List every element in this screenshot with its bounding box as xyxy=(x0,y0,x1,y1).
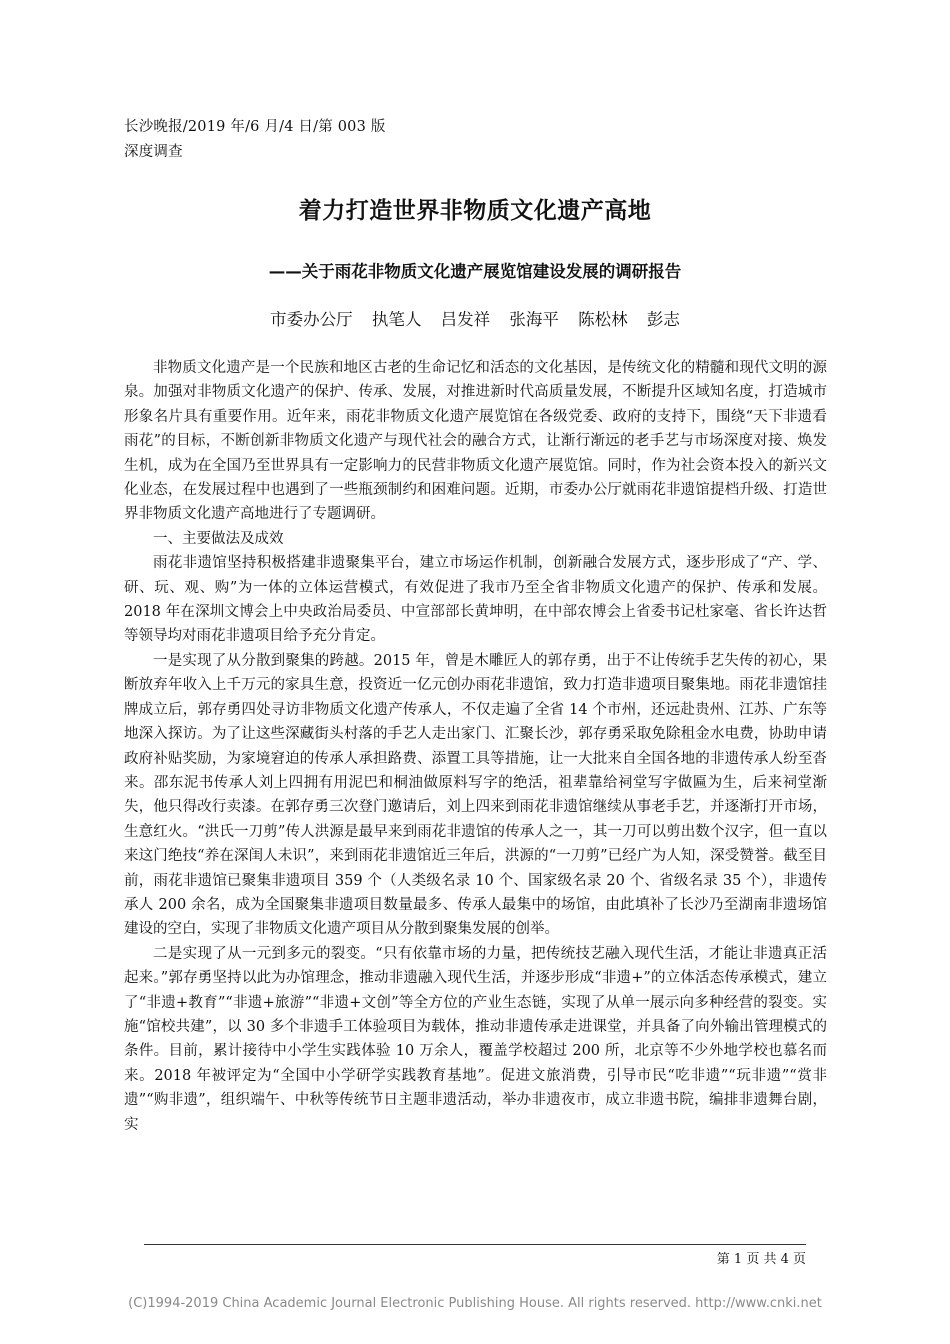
paragraph: 一是实现了从分散到聚集的跨越。2015 年，曾是木雕匠人的郭存勇，出于不让传统手艺失传的初心，果断放弃年收入上千万元的家具生意，投资近一亿元创办雨花非遗馆，致力打造非遗项目聚集地。雨花非遗馆挂牌成立后，郭存勇四处寻访非物质文化遗产传承人，不仅走遍了全省 14 个市州，还远赴贵州、江苏、广东等地深入探访。为了让这些深藏街头村落的手艺人走出家门、汇聚长沙，郭存勇采取免除租金水电费，协助申请政府补贴奖励，为家境窘迫的传承人承担路费、添置工具等措施，让一大批来自全国各地的非遗传承人纷至沓来。邵东泥书传承人刘上四拥有用泥巴和桐油做原料写字的绝活，祖辈靠给祠堂写字做匾为生，后来祠堂渐失，他只得改行卖漆。在郭存勇三次登门邀请后，刘上四来到雨花非遗馆继续从事老手艺，并逐渐打开市场，生意红火。“洪氏一刀剪”传人洪源是最早来到雨花非遗馆的传承人之一，其一刀可以剪出数个汉字，但一直以来这门绝技“养在深闺人未识”，来到雨花非遗馆近三年后，洪源的“一刀剪”已经广为人知，深受赞誉。截至目前，雨花非遗馆已聚集非遗项目 359 个（人类级名录 10 个、国家级名录 20 个、省级名录 35 个），非遗传承人 200 余名，成为全国聚集非遗项目数量最多、传承人最集中的场馆，由此填补了长沙乃至湖南非遗场馆建设的空白，实现了非物质文化遗产项目从分散到聚集发展的创举。 xyxy=(124,652,827,938)
page-number: 第 1 页 共 4 页 xyxy=(716,1252,806,1267)
paragraph: 二是实现了从一元到多元的裂变。“只有依靠市场的力量，把传统技艺融入现代生活，才能让非遗真正活起来。”郭存勇坚持以此为办馆理念，推动非遗融入现代生活，并逐步形成“非遗+”的立体活态传承模式，建立了“非遗+教育”“非遗+旅游”“非遗+文创”等全方位的产业生态链，实现了从单一展示向多种经营的裂变。实施“馆校共建”，以 30 多个非遗手工体验项目为载体，推动非遗传承走进课堂，并具备了向外输出管理模式的条件。目前，累计接待中小学生实践体验 10 万余人，覆盖学校超过 200 所，北京等不少外地学校也慕名而来。2018 年被评定为“全国中小学研学实践教育基地”。促进文旅消费，引导市民“吃非遗”“玩非遗”“赏非遗”“购非遗”，组织端午、中秋等传统节日主题非遗活动，举办非遗夜市，成立非遗书院，编排非遗舞台剧，实 xyxy=(124,945,827,1133)
publication-source: 长沙晚报/2019 年/6 月/4 日/第 003 版 xyxy=(124,119,386,135)
copyright-notice: (C)1994-2019 China Academic Journal Electronic Publishing House. All rights reserved. http://www.cnki.net xyxy=(128,1296,822,1311)
paragraph-intro: 非物质文化遗产是一个民族和地区古老的生命记忆和活态的文化基因，是传统文化的精髓和现代文明的源泉。加强对非物质文化遗产的保护、传承、发展，对推进新时代高质量发展，不断提升区域知名度，打造城市形象名片具有重要作用。近年来，雨花非物质文化遗产展览馆在各级党委、政府的支持下，围绕“天下非遗看雨花”的目标，不断创新非物质文化遗产与现代社会的融合方式，让渐行渐远的老手艺与市场深度对接、焕发生机，成为在全国乃至世界具有一定影响力的民营非物质文化遗产展览馆。同时，作为社会资本投入的新兴文化业态，在发展过程中也遇到了一些瓶颈制约和困难问题。近期，市委办公厅就雨花非遗馆提档升级、打造世界非物质文化遗产高地进行了专题调研。 xyxy=(124,360,827,523)
footer-divider xyxy=(144,1244,806,1245)
section-heading: 一、主要做法及成效 xyxy=(153,530,284,547)
page-subtitle: ——关于雨花非物质文化遗产展览馆建设发展的调研报告 xyxy=(268,262,682,281)
column-name: 深度调查 xyxy=(124,144,183,160)
author-line: 市委办公厅 执笔人 吕发祥 张海平 陈松林 彭志 xyxy=(270,310,680,329)
paragraph: 雨花非遗馆坚持积极搭建非遗聚集平台，建立市场运作机制，创新融合发展方式，逐步形成了“产、学、研、玩、观、购”为一体的立体运营模式，有效促进了我市乃至全省非物质文化遗产的保护、传承和发展。2018 年在深圳文博会上中央政治局委员、中宣部部长黄坤明，在中部农博会上省委书记杜家毫、省长许达哲等领导均对雨花非遗项目给予充分肯定。 xyxy=(124,555,827,645)
page-title: 着力打造世界非物质文化遗产高地 xyxy=(298,198,652,224)
article-body xyxy=(124,356,827,1137)
